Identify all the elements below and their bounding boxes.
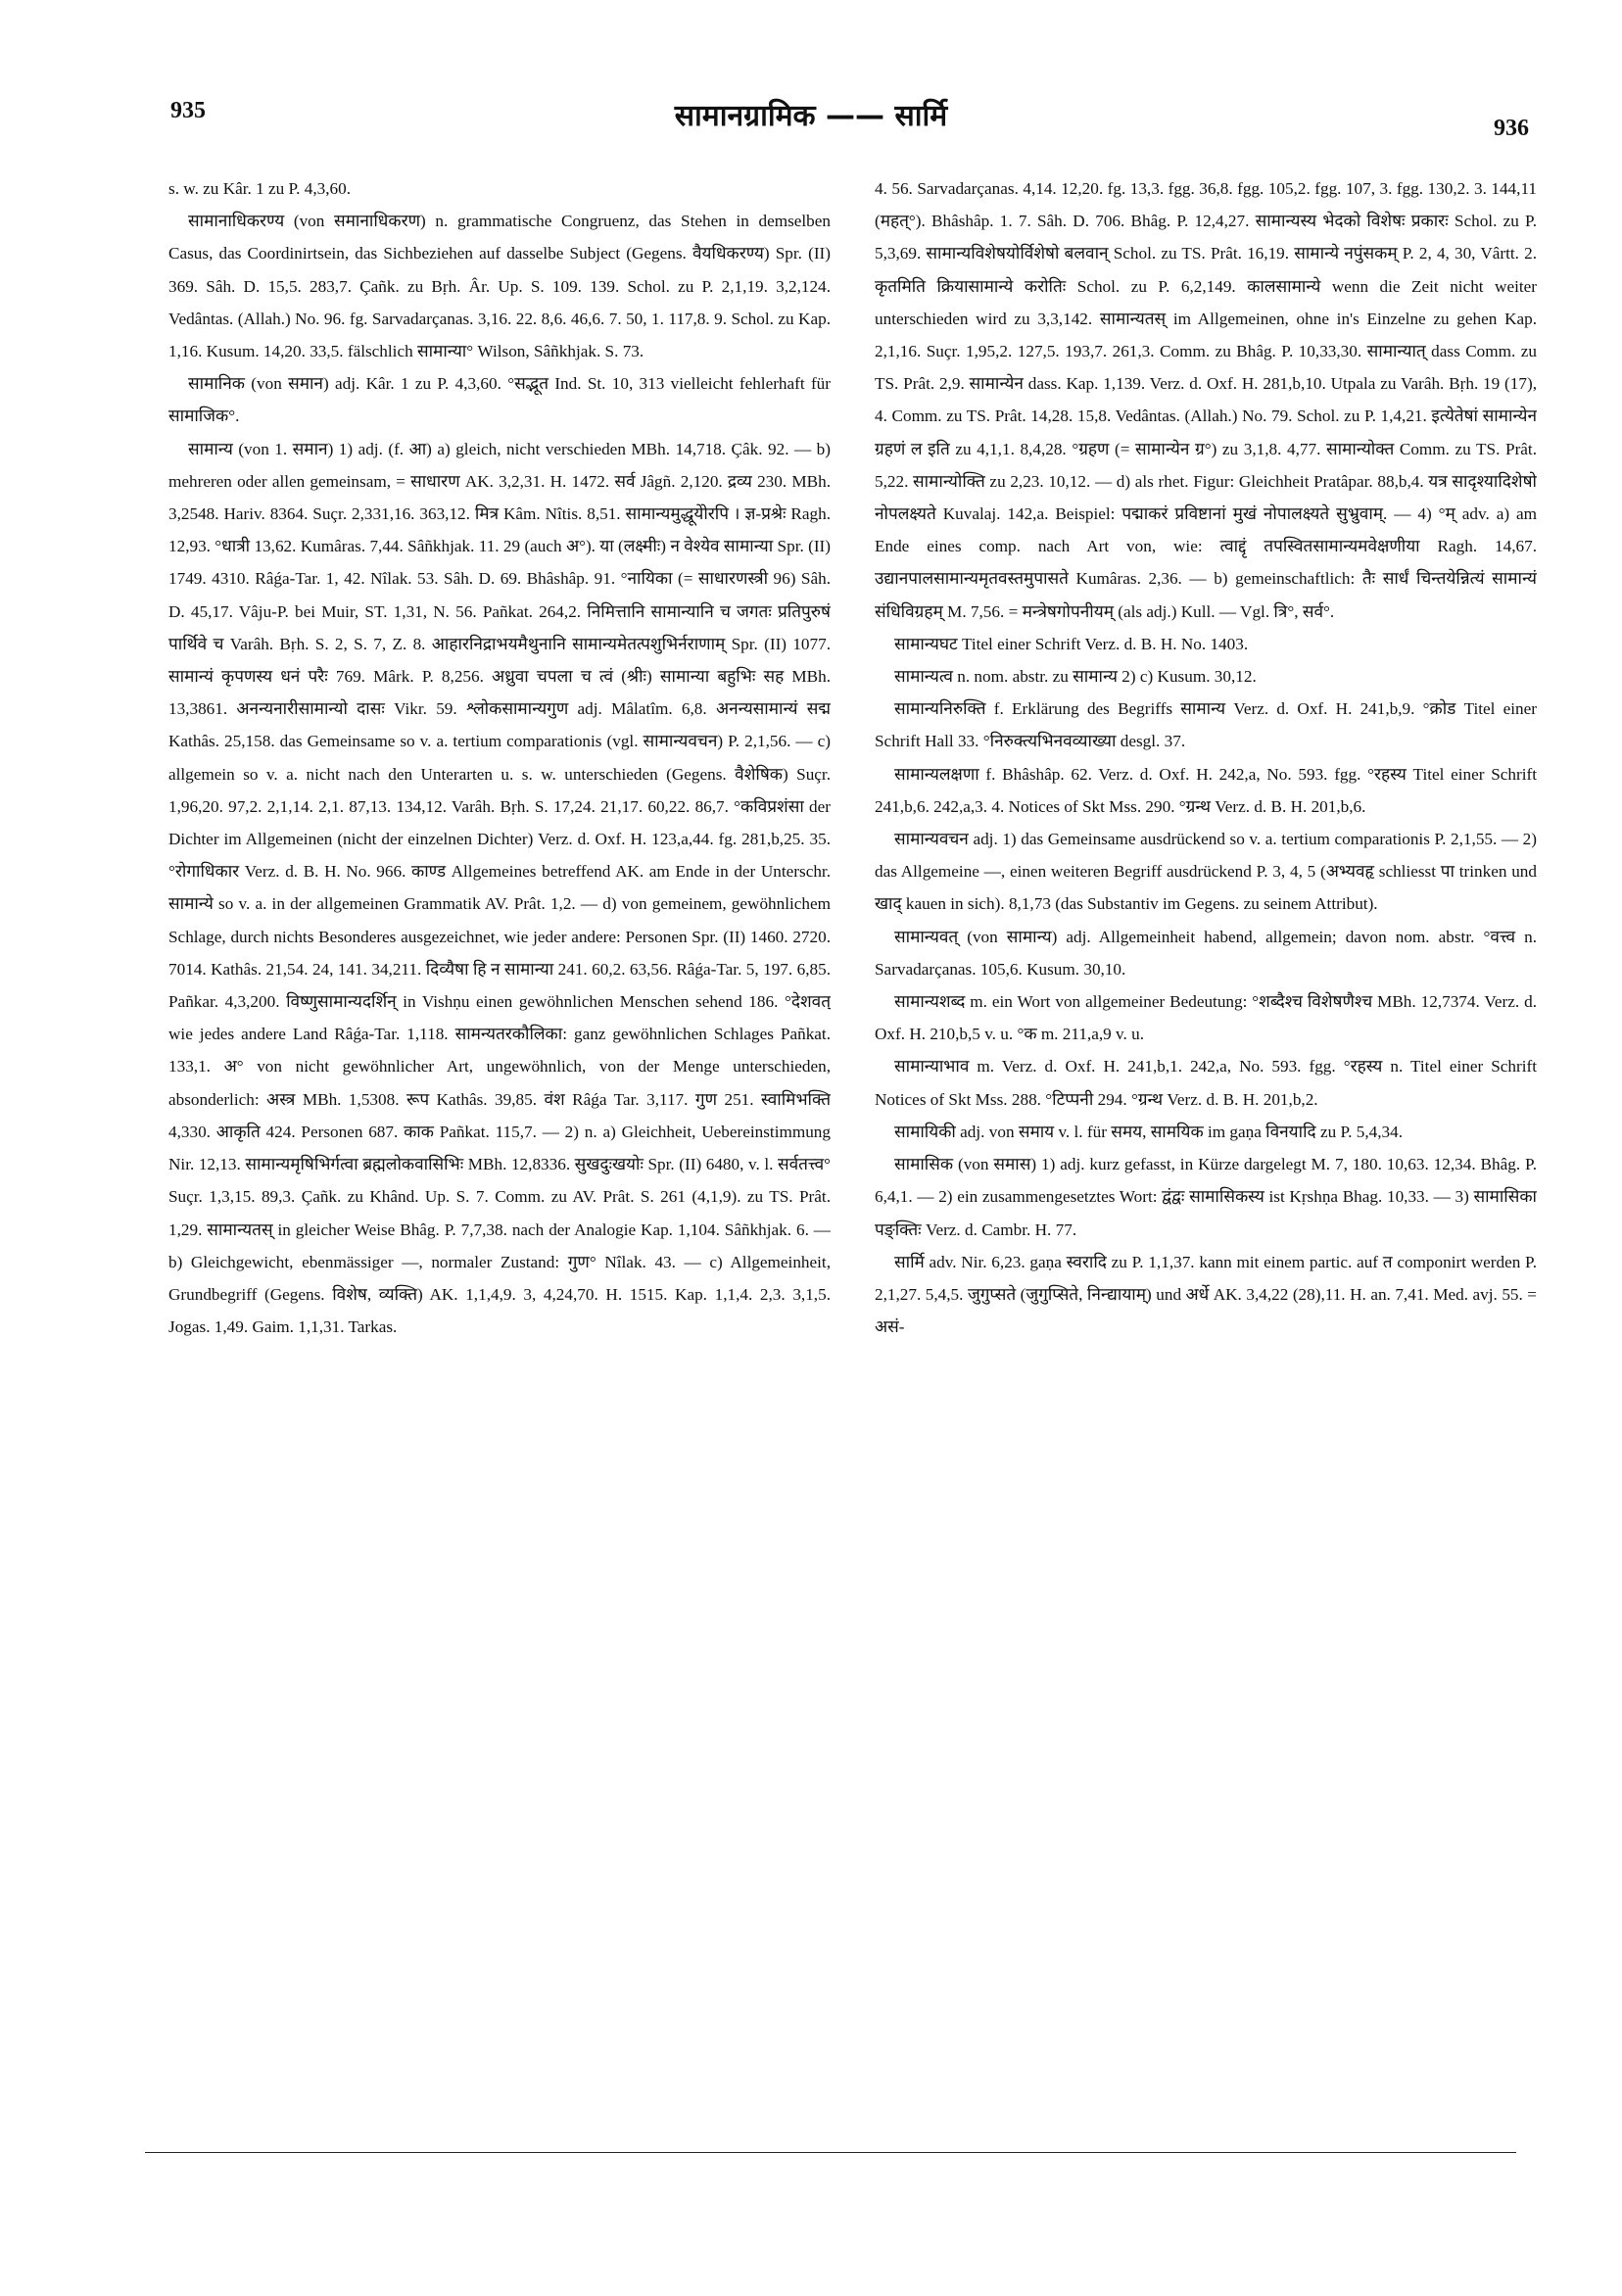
entry-paragraph: सामान्यशब्द m. ein Wort von allgemeiner Bedeutung: °शब्दैश्च विशेषणैश्च MBh. 12,7374. Verz. d. Oxf. H. 210,b,5 v. u. °क m. 211,a,9 v. u. <box>875 992 1537 1044</box>
entry-paragraph: सामान्यनिरुक्ति f. Erklärung des Begriffs सामान्य Verz. d. Oxf. H. 241,b,9. °क्रोड Titel einer Schrift Hall 33. °निरुक्त्यभिनवव्याख्या desgl. 37. <box>875 699 1537 751</box>
page-number-right: 936 <box>1494 116 1529 141</box>
entry-paragraph: सामान्याभाव m. Verz. d. Oxf. H. 241,b,1. 242,a, No. 593. fgg. °रहस्य n. Titel einer Schrift Notices of Skt Mss. 288. °टिप्पनी 294. °ग्रन्थ Verz. d. B. H. 201,b,2. <box>875 1057 1537 1109</box>
page-number-left: 935 <box>170 98 206 123</box>
entry-paragraph: सामान्यत्व n. nom. abstr. zu सामान्य 2) c) Kusum. 30,12. <box>894 667 1257 687</box>
running-head: सामानग्रामिक —— सार्मि <box>674 99 948 133</box>
entry-paragraph: सामानाधिकरण्य (von समानाधिकरण) n. grammatische Congruenz, das Stehen in demselben Casus, das Coordinirtsein, das Sichbeziehen auf dasselbe Subject (Gegens. वैयधिकरण्य) Spr. (II) 369. Sâh. D. 15,5. 283,7. Çañk. zu Bṛh. Âr. Up. S. 109. 139. Schol. zu P. 2,1,19. 3,2,124. Vedântas. (Allah.) No. 96. fg. Sarvadarçanas. 3,16. 22. 8,6. 46,6. 7. 50, 1. 117,8. 9. Schol. zu Kap. 1,16. Kusum. 14,20. 33,5. fälschlich सामान्या° Wilson, Sâñkhjak. S. 73. <box>168 212 831 361</box>
left-column <box>168 172 831 2122</box>
entry-paragraph: सामायिकी adj. von समाय v. l. für समय, सामयिक im gaṇa विनयादि zu P. 5,4,34. <box>894 1122 1404 1141</box>
entry-paragraph: सार्मि adv. Nir. 6,23. gaṇa स्वरादि zu P. 1,1,37. kann mit einem partic. auf त componirt werden P. 2,1,27. 5,4,5. जुगुप्सते (जुगुप्सिते, निन्द्यायाम्) und अर्धे AK. 3,4,22 (28),11. H. an. 7,41. Med. avj. 55. = असं- <box>875 1252 1537 1337</box>
entry-paragraph: सामासिक (von समास) 1) adj. kurz gefasst, in Kürze dargelegt M. 7, 180. 10,63. 12,34. Bhâg. P. 6,4,1. — 2) ein zusammengesetztes Wort: द्वंद्वः सामासिकस्य ist Kṛshṇa Bhag. 10,33. — 3) सामासिका पङ्क्तिः Verz. d. Cambr. H. 77. <box>875 1155 1537 1239</box>
entry-paragraph: सामान्य (von 1. समान) 1) adj. (f. आ) a) gleich, nicht verschieden MBh. 14,718. Çâk. 92. — b) mehreren oder allen gemeinsam, = साधारण AK. 3,2,31. H. 1472. सर्व Jâgñ. 2,120. द्रव्य 230. MBh. 3,2548. Hariv. 8364. Suçr. 2,331,16. 363,12. मित्र Kâm. Nîtis. 8,51. सामान्यमुद्धूयेोरपि । ज्ञ-प्रश्रेः Ragh. 12,93. °धात्री 13,62. Kumâras. 7,44. Sâñkhjak. 11. 29 (auch अ°). या (लक्ष्मीः) न वेश्येव सामान्या Spr. (II) 1749. 4310. Râǵa-Tar. 1, 42. Nîlak. 53. Sâh. D. 69. Bhâshâp. 91. °नायिका (= साधारणस्त्री 96) Sâh. D. 45,17. Vâju-P. bei Muir, ST. 1,31, N. 56. Pañkat. 264,2. निमित्तानि सामान्यानि च जगतः प्रतिपुरुषं पार्थिवे च Varâh. Bṛh. S. 2, S. 7, Z. 8. आहारनिद्राभयमैथुनानि सामान्यमेतत्पशुभिर्नराणाम् Spr. (II) 1077. सामान्यं कृपणस्य धनं परैः 769. Mârk. P. 8,256. अध्रुवा चपला च त्वं (श्रीः) सामान्या बहुभिः सह MBh. 13,3861. अनन्यनारीसामान्यो दासः Vikr. 59. श्लोकसामान्यगुण adj. Mâlatîm. 6,8. अनन्यसामान्यं सद्म Kathâs. 25,158. das Gemeinsame so v. a. tertium comparationis (vgl. सामान्यवचन) P. 2,1,56. — c) allgemein so v. a. nicht nach den Unterarten u. s. w. unterschieden (Gegens. वैशेषिक) Suçr. 1,96,20. 97,2. 2,1,14. 2,1. 87,13. 134,12. Varâh. Bṛh. S. 17,24. 21,17. 60,22. 86,7. °कविप्रशंसा der Dichter im Allgemeinen (nicht der einzelnen Dichter) Verz. d. Oxf. H. 123,a,44. fg. 281,b,25. 35. °रोगाधिकार Verz. d. B. H. No. 966. काण्ड Allgemeines betreffend AK. am Ende in der Unterschr. सामान्ये so v. a. in der allgemeinen Grammatik AV. Prât. 1,2. — d) von gemeinem, gewöhnlichem Schlage, durch nichts Besonderes ausgezeichnet, wie jeder andere: Personen Spr. (II) 1460. 2720. 7014. Kathâs. 21,54. 24, 141. 34,211. दिव्यैषा हि न सामान्या 241. 60,2. 63,56. Râǵa-Tar. 5, 197. 6,85. Pañkar. 4,3,200. विष्णुसामान्यदर्शिन् in Vishṇu einen gewöhnlichen Menschen sehend 186. °देशवत् wie jedes andere Land Râǵa-Tar. 1,118. सामन्यतरकौलिका: ganz gewöhnlichen Schlages Pañkat. 133,1. अ° von nicht gewöhnlicher Art, ungewöhnlich, von der Menge unterschieden, absonderlich: अस्त्र MBh. 1,5308. रूप Kathâs. 39,85. वंश Râǵa Tar. 3,117. गुण 251. स्वामिभक्ति 4,330. आकृति 424. Personen 687. काक Pañkat. 115,7. — 2) n. a) Gleichheit, Uebereinstimmung Nir. 12,13. सामान्यमृषिभिर्गत्वा ब्रह्मलोकवासिभिः MBh. 12,8336. सुखदुःखयोः Spr. (II) 6480, v. l. सर्वतत्त्व° Suçr. 1,3,15. 89,3. Çañk. zu Khând. Up. S. 7. Comm. zu AV. Prât. S. 261 (4,1,9). zu TS. Prât. 1,29. सामान्यतस् in gleicher Weise Bhâg. P. 7,7,38. nach der Analogie Kap. 1,104. Sâñkhjak. 6. — b) Gleichgewicht, ebenmässiger —, normaler Zustand: गुण° Nîlak. 43. — c) Allgemeinheit, Grundbegriff (Gegens. विशेष, व्यक्ति) AK. 1,1,4,9. 3, 4,24,70. H. 1515. Kap. 1,1,4. 2,3. 3,1,5. Jogas. 1,49. Gaim. 1,1,31. Tarkas. <box>168 439 831 1337</box>
entry-paragraph: सामान्यघट Titel einer Schrift Verz. d. B. H. No. 1403. <box>894 634 1249 653</box>
entry-paragraph: सामानिक (von समान) adj. Kâr. 1 zu P. 4,3,60. °सद्भूत Ind. St. 10, 313 vielleicht fehlerhaft für सामाजिक°. <box>168 374 831 426</box>
entry-paragraph: s. w. zu Kâr. 1 zu P. 4,3,60. <box>168 179 352 198</box>
entry-paragraph: सामान्यवचन adj. 1) das Gemeinsame ausdrückend so v. a. tertium comparationis P. 2,1,55. — 2) das Allgemeine —, einen weiteren Begriff ausdrückend P. 3, 4, 5 (अभ्यवहृ schliesst पा trinken und खाद् kauen in sich). 8,1,73 (das Substantiv im Gegens. zu seinem Attribut). <box>875 830 1537 914</box>
entry-paragraph: 4. 56. Sarvadarçanas. 4,14. 12,20. fg. 13,3. fgg. 36,8. fgg. 105,2. fgg. 107, 3. fgg. 130,2. 3. 144,11 (महत्°). Bhâshâp. 1. 7. Sâh. D. 706. Bhâg. P. 12,4,27. सामान्यस्य भेदको विशेषः प्रकारः Schol. zu P. 5,3,69. सामान्यविशेषयोर्विशेषो बलवान् Schol. zu TS. Prât. 16,19. सामान्ये नपुंसकम् P. 2, 4, 30, Vârtt. 2. कृतमिति क्रियासामान्ये करोतिः Schol. zu P. 6,2,149. कालसामान्ये wenn die Zeit nicht weiter unterschieden wird zu 3,3,142. सामान्यतस् im Allgemeinen, ohne in's Einzelne zu gehen Kap. 2,1,16. Suçr. 1,95,2. 127,5. 193,7. 261,3. Comm. zu Bhâg. P. 10,33,30. सामान्यात् dass Comm. zu TS. Prât. 2,9. सामान्येन dass. Kap. 1,139. Verz. d. Oxf. H. 281,b,10. Utpala zu Varâh. Bṛh. 19 (17), 4. Comm. zu TS. Prât. 14,28. 15,8. Vedântas. (Allah.) No. 79. Schol. zu P. 1,4,21. इत्येतेषां सामान्येन ग्रहणं ल इति zu 4,1,1. 8,4,28. °ग्रहण (= सामान्येन ग्र°) zu 3,1,8. 4,77. सामान्योक्त Comm. zu TS. Prât. 5,22. सामान्योक्ति zu 2,23. 10,12. — d) als rhet. Figur: Gleichheit Pratâpar. 88,b,4. यत्र सादृश्यादिशेषो नोपलक्ष्यते Kuvalaj. 142,a. Beispiel: पद्माकरं प्रविष्टानां मुखं नोपालक्ष्यते सुभ्रुवाम्. — 4) °म् adv. a) am Ende eines comp. nach Art von, wie: त्वाद्दृं तपस्वितसामान्यमवेक्षणीया Ragh. 14,67. उद्यानपालसामान्यमृतवस्तमुपासते Kumâras. 2,36. — b) gemeinschaftlich: तैः सार्धं चिन्तयेन्नित्यं सामान्यं संधिविग्रहम् M. 7,56. = मन्त्रेषगोपनीयम् (als adj.) Kull. — Vgl. त्रि°, सर्व°. <box>875 179 1537 621</box>
entry-paragraph: सामान्यवत् (von सामान्य) adj. Allgemeinheit habend, allgemein; davon nom. abstr. °वत्त्व n. Sarvadarçanas. 105,6. Kusum. 30,10. <box>875 927 1537 979</box>
right-column <box>875 172 1537 2122</box>
footer-rule <box>145 2152 1516 2153</box>
entry-paragraph: सामान्यलक्षणा f. Bhâshâp. 62. Verz. d. Oxf. H. 242,a, No. 593. fgg. °रहस्य Titel einer Schrift 241,b,6. 242,a,3. 4. Notices of Skt Mss. 290. °ग्रन्थ Verz. d. B. H. 201,b,6. <box>875 764 1537 816</box>
